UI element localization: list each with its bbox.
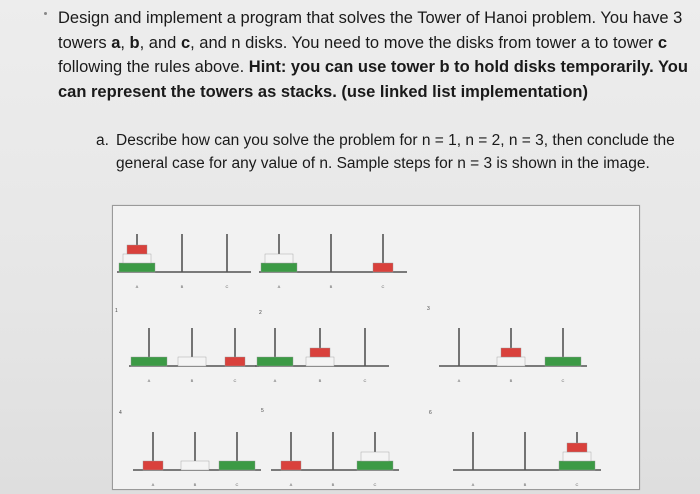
- disk-large: [545, 357, 581, 366]
- step-number: 1: [115, 308, 118, 314]
- tower-b-label: b: [129, 33, 140, 52]
- tower-label: B: [180, 284, 184, 289]
- paragraph-part-1: Design and implement a program that solves the Tower of Hanoi problem. You have 3 towers: [58, 9, 683, 52]
- tower-label: C: [575, 482, 579, 487]
- tower-label: C: [363, 378, 367, 383]
- step-number: 2: [259, 310, 262, 316]
- paragraph-part-4: , and n disks. You need to move the disks from tower a to tower: [190, 33, 658, 52]
- disk-small: [281, 461, 301, 470]
- tower-label: B: [509, 378, 513, 383]
- tower-label: A: [151, 482, 155, 487]
- step-number: 4: [119, 410, 122, 416]
- disk-medium: [306, 357, 334, 366]
- step-number: 5: [261, 408, 264, 414]
- disk-small: [310, 348, 330, 357]
- tower-label: A: [273, 378, 277, 383]
- paragraph-part-5: following the rules above.: [58, 58, 249, 76]
- tower-label: C: [233, 378, 237, 383]
- disk-large: [357, 461, 393, 470]
- step-number: 3: [427, 306, 430, 312]
- tower-label: B: [318, 378, 322, 383]
- tower-c-label: c: [180, 33, 191, 52]
- tower-label: C: [561, 378, 565, 383]
- tower-label: B: [523, 482, 527, 487]
- tower-label: C: [373, 482, 377, 487]
- tower-c-label-2: c: [657, 33, 668, 52]
- paragraph-part-2: ,: [120, 33, 130, 52]
- disk-large: [119, 263, 155, 272]
- page-dot: [44, 12, 47, 15]
- tower-label: A: [135, 284, 139, 289]
- tower-a-label: a: [111, 33, 121, 52]
- disk-large: [257, 357, 293, 366]
- tower-label: B: [190, 378, 194, 383]
- tower-label: A: [289, 482, 293, 487]
- disk-large: [559, 461, 595, 470]
- tower-label: B: [329, 284, 333, 289]
- tower-label: C: [381, 284, 385, 289]
- tower-label: A: [277, 284, 281, 289]
- disk-large: [219, 461, 255, 470]
- step-number: 6: [429, 410, 432, 416]
- item-a-text: Describe how can you solve the problem for n = 1, n = 2, n = 3, then conclude the general case for any value of n. Sample steps for n = 3 is shown in the image.: [116, 132, 675, 172]
- disk-medium: [497, 357, 525, 366]
- tower-label: C: [235, 482, 239, 487]
- item-a-marker: a.: [96, 132, 109, 149]
- disk-small: [143, 461, 163, 470]
- disk-small: [373, 263, 393, 272]
- disk-small: [225, 357, 245, 366]
- hanoi-steps-svg: [113, 206, 639, 489]
- disk-medium: [361, 452, 389, 461]
- disk-large: [261, 263, 297, 272]
- problem-paragraph: [58, 6, 698, 104]
- disk-medium: [178, 357, 206, 366]
- hint-text: Hint: you can use tower b to hold disks temporarily. You can represent the towers as stacks. (use linked list implementation): [58, 58, 688, 101]
- disk-small: [567, 443, 587, 452]
- disk-medium: [563, 452, 591, 461]
- disk-small: [127, 245, 147, 254]
- tower-label: A: [147, 378, 151, 383]
- tower-label: A: [471, 482, 475, 487]
- tower-label: C: [225, 284, 229, 289]
- disk-medium: [265, 254, 293, 263]
- disk-large: [131, 357, 167, 366]
- disk-small: [501, 348, 521, 357]
- tower-label: A: [457, 378, 461, 383]
- hanoi-steps-figure: [112, 205, 640, 490]
- tower-label: B: [331, 482, 335, 487]
- paragraph-part-3: , and: [139, 33, 181, 52]
- disk-medium: [123, 254, 151, 263]
- tower-label: B: [193, 482, 197, 487]
- disk-medium: [181, 461, 209, 470]
